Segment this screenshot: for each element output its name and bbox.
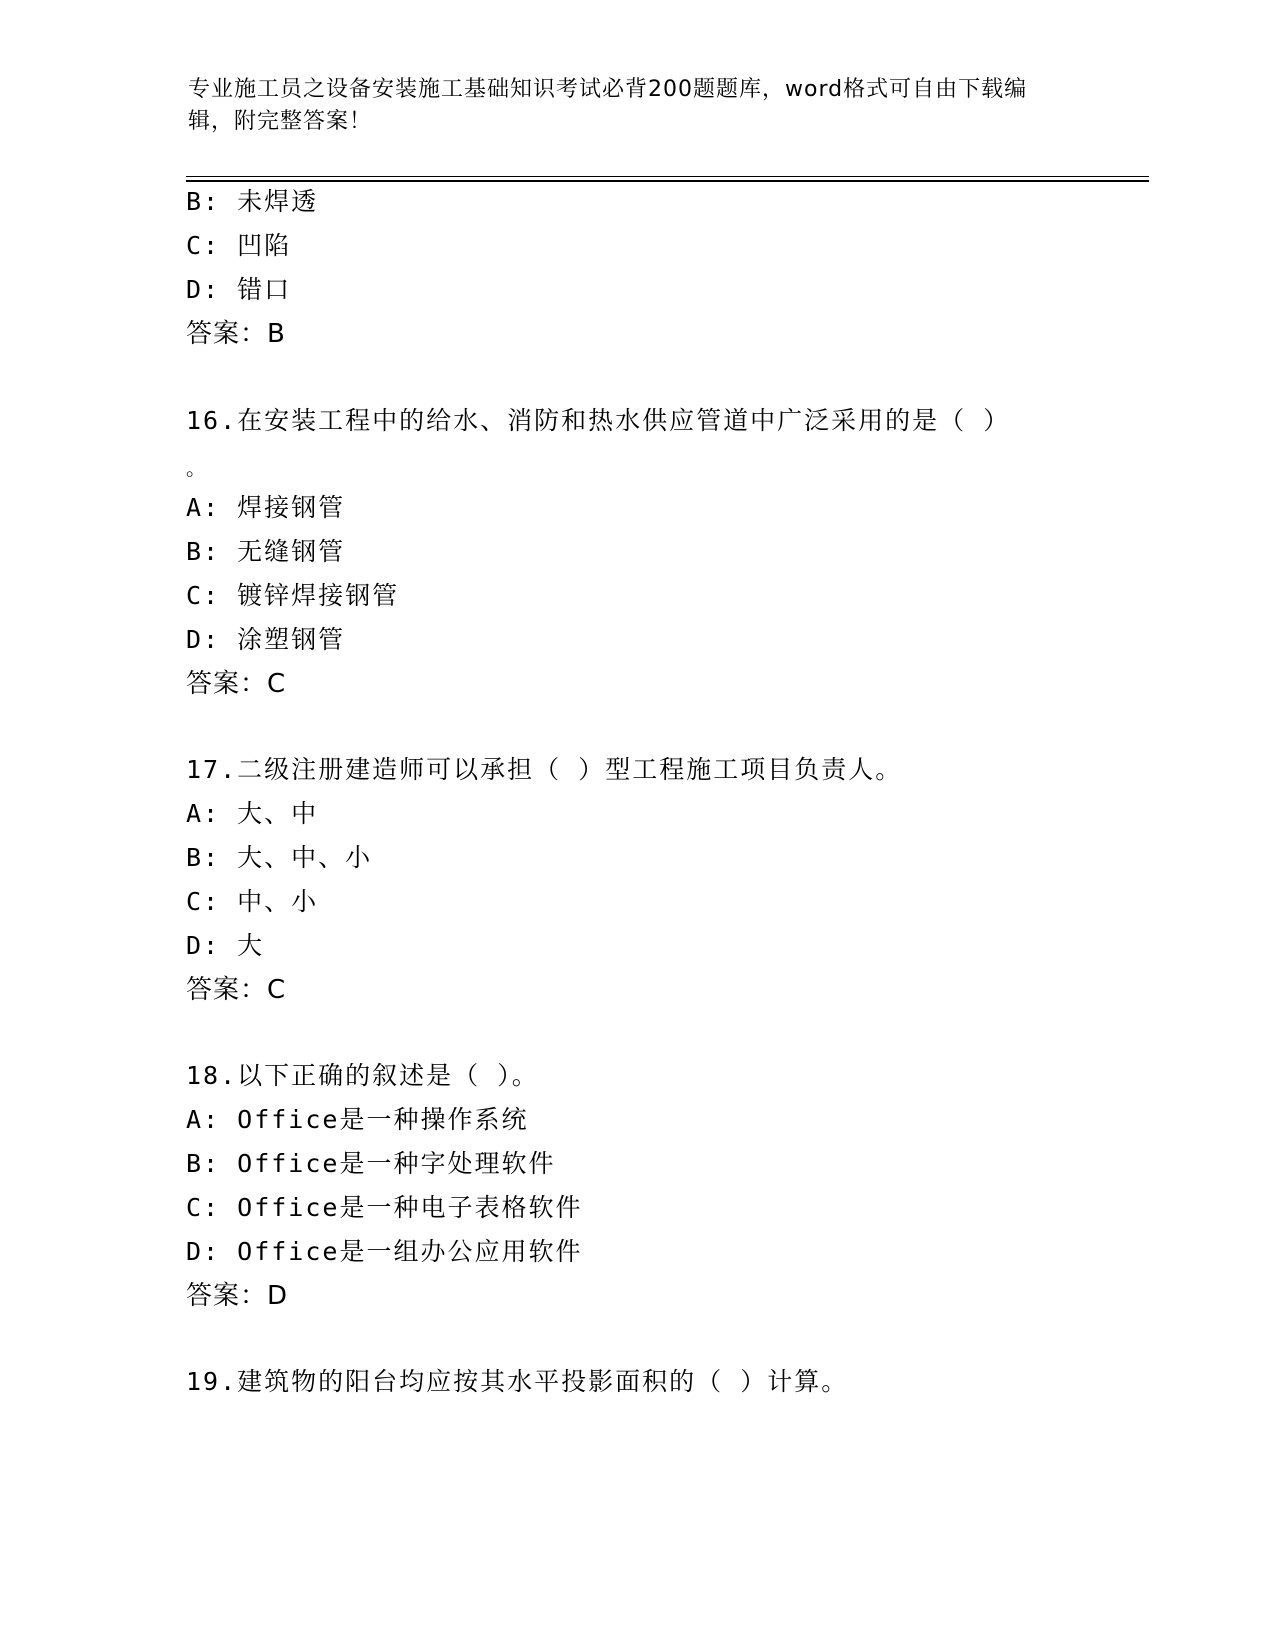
q17-option-a: A: 大、中: [186, 799, 319, 828]
q15-option-d: D: 错口: [186, 275, 292, 304]
q18-option-a: A: Office是一种操作系统: [186, 1105, 529, 1134]
q15-option-b: B: 未焊透: [186, 187, 319, 216]
q18-option-c: C: Office是一种电子表格软件: [186, 1193, 583, 1222]
q16-stem-end: 。: [186, 456, 208, 480]
q18-answer: 答案：D: [186, 1281, 289, 1311]
q15-option-c: C: 凹陷: [186, 231, 292, 260]
q17-option-c: C: 中、小: [186, 887, 319, 916]
q17-option-b: B: 大、中、小: [186, 843, 373, 872]
header-divider-thick: [186, 180, 1149, 182]
q16-option-a: A: 焊接钢管: [186, 493, 346, 522]
q16-option-d: D: 涂塑钢管: [186, 625, 346, 654]
q16-answer: 答案：C: [186, 669, 287, 699]
q16-option-c: C: 镀锌焊接钢管: [186, 581, 400, 610]
header-divider: [186, 176, 1149, 177]
q17-stem: 17.二级注册建造师可以承担（ ）型工程施工项目负责人。: [186, 755, 903, 784]
q18-option-d: D: Office是一组办公应用软件: [186, 1237, 583, 1266]
q17-option-d: D: 大: [186, 931, 265, 960]
q16-option-b: B: 无缝钢管: [186, 537, 346, 566]
q17-answer: 答案：C: [186, 975, 287, 1005]
page-header-title: 专业施工员之设备安装施工基础知识考试必背200题题库，word格式可自由下载编辑，附完整答案！: [188, 77, 1028, 134]
q16-stem: 16.在安装工程中的给水、消防和热水供应管道中广泛采用的是（ ）: [186, 406, 1011, 435]
q18-stem: 18.以下正确的叙述是（ ）。: [186, 1061, 539, 1090]
q18-option-b: B: Office是一种字处理软件: [186, 1149, 556, 1178]
q15-answer: 答案：B: [186, 319, 286, 349]
q19-stem: 19.建筑物的阳台均应按其水平投影面积的（ ）计算。: [186, 1367, 849, 1396]
